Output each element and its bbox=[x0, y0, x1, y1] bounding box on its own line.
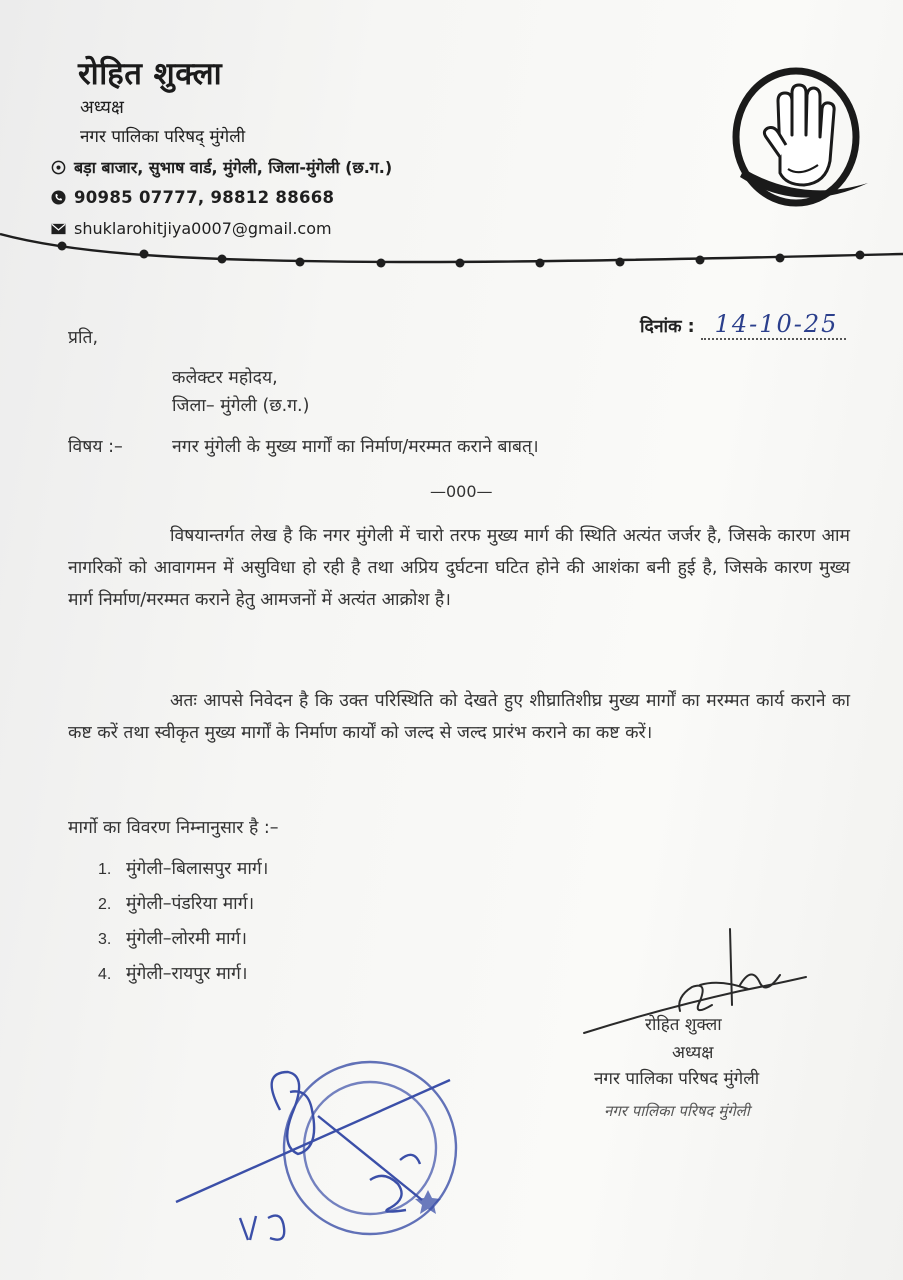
letterhead-divider bbox=[0, 228, 903, 274]
paragraph-2: अतः आपसे निवेदन है कि उक्त परिस्थिति को देखते हुए शीघ्रातिशीघ्र मुख्य मार्गों का मरम्मत कार्य कराने का कष्ट करें तथा स्वीकृत मुख्य मार्गों के निर्माण कार्यों को जल्द से जल्द प्रारंभ कराने का कष्ट करें। bbox=[68, 691, 850, 743]
date-label: दिनांक : bbox=[640, 317, 695, 337]
phone-icon bbox=[50, 190, 66, 206]
recipient-line-2: जिला– मुंगेली (छ.ग.) bbox=[172, 396, 310, 416]
letterhead-designation: अध्यक्ष bbox=[80, 97, 124, 118]
list-intro: मार्गो का विवरण निम्नानुसार है :– bbox=[68, 818, 279, 838]
location-icon bbox=[50, 159, 66, 175]
recipient-line-1: कलेक्टर महोदय, bbox=[172, 368, 278, 388]
date-block bbox=[640, 310, 846, 340]
signature-designation: अध्यक्ष bbox=[672, 1043, 714, 1063]
to-label: प्रति, bbox=[68, 328, 99, 348]
subject-text: नगर मुंगेली के मुख्य मार्गों का निर्माण/मरम्मत कराने बाबत्। bbox=[172, 437, 539, 457]
road-list bbox=[98, 852, 268, 992]
separator: —000— bbox=[430, 482, 493, 501]
letterhead-address: बड़ा बाजार, सुभाष वार्ड, मुंगेली, जिला-मुंगेली (छ.ग.) bbox=[74, 158, 393, 177]
letterhead-email: shuklarohitjiya0007@gmail.com bbox=[74, 219, 332, 238]
hand-symbol-logo bbox=[730, 65, 870, 215]
paragraph-1: विषयान्तर्गत लेख है कि नगर मुंगेली में चारो तरफ मुख्य मार्ग की स्थिति अत्यंत जर्जर है, जिसके कारण आम नागरिकों को आवागमन में असुविधा हो रही है तथा अप्रिय दुर्घटना घटित होने की आशंका बनी हुई है, जिसके कारण मुख्य मार्ग निर्माण/मरम्मत कराने हेतु आमजनों में अत्यंत आक्रोश है। bbox=[68, 526, 850, 610]
date-value: 14-10-25 bbox=[701, 310, 847, 340]
signature-name: रोहित शुक्ला bbox=[645, 1015, 722, 1035]
list-item: 1. मुंगेली–बिलासपुर मार्ग। bbox=[98, 859, 269, 879]
letterhead-organization: नगर पालिका परिषद् मुंगेली bbox=[80, 127, 246, 147]
signature-stamp-organization: नगर पालिका परिषद मुंगेली bbox=[604, 1102, 750, 1120]
list-item: 4. मुंगेली–रायपुर मार्ग। bbox=[98, 964, 248, 984]
list-item: 2. मुंगेली–पंडरिया मार्ग। bbox=[98, 894, 255, 914]
letterhead-phone: 90985 07777, 98812 88668 bbox=[74, 188, 335, 207]
received-stamp bbox=[170, 1050, 470, 1250]
list-item: 3. मुंगेली–लोरमी मार्ग। bbox=[98, 929, 248, 949]
signature-organization: नगर पालिका परिषद मुंगेली bbox=[594, 1069, 760, 1089]
subject-label: विषय :– bbox=[68, 437, 123, 457]
letterhead-name: रोहित शुक्ला bbox=[78, 56, 223, 92]
letterhead-phone-row bbox=[50, 188, 334, 207]
letterhead-address-row bbox=[50, 156, 392, 178]
